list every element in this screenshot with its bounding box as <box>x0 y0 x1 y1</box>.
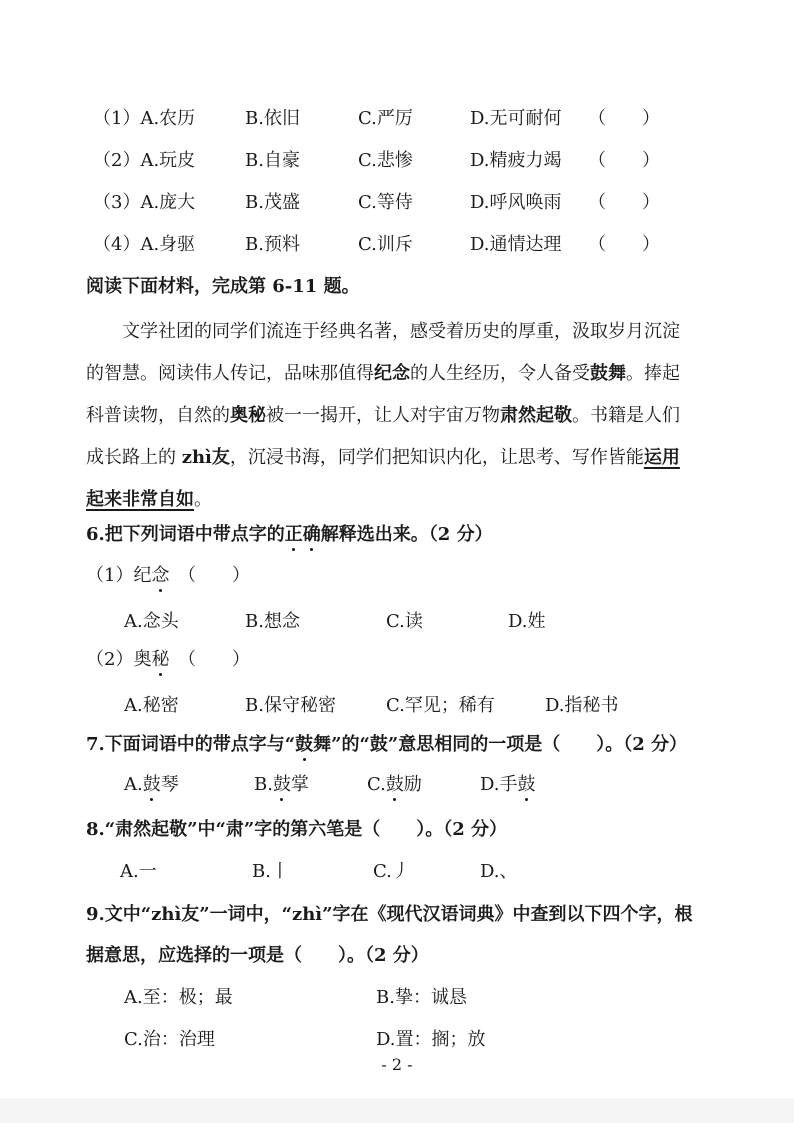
reading-passage <box>86 311 706 521</box>
passage-text: 成长路上的 <box>86 447 182 468</box>
q6-sub-2-word-text: （2）奥 <box>86 649 152 670</box>
q5-row-2-c: C.悲惨 <box>358 150 413 171</box>
q6-title-dotted-char: 确 <box>302 524 321 545</box>
q8-option-c: C.丿 <box>373 861 410 882</box>
q5-row-4-a: （4）A.身驱 <box>93 234 196 255</box>
q6-sub-1-word-text: （1）纪 <box>86 565 152 586</box>
q6-title-dotted-char: 正 <box>284 524 303 545</box>
passage-text: 被一一揭开，让人对宇宙万物 <box>266 405 500 426</box>
q7-option-text: D.手 <box>480 774 518 795</box>
passage-text: 科普读物，自然的 <box>86 405 230 426</box>
q5-row-3-a: （3）A.庞大 <box>93 192 196 213</box>
q9-title-line-2: 据意思，应选择的一项是（ ）。（2 分） <box>86 945 429 966</box>
q7-title-text: 7.下面词语中的带点字与“ <box>86 734 296 755</box>
passage-line-1: 文学社团的同学们流连于经典名著，感受着历史的厚重，汲取岁月沉淀 <box>122 321 680 342</box>
q5-row-4-b: B.预料 <box>245 234 300 255</box>
q6-sub-1-dotted-char: 念 <box>151 565 170 586</box>
q7-option-text: B. <box>254 774 273 795</box>
q7-option-text: A. <box>124 774 143 795</box>
q6-sub-1-option-d: D.姓 <box>508 611 546 632</box>
q6-sub-2-option-c: C.罕见；稀有 <box>386 695 495 716</box>
q7-option-d <box>480 773 536 797</box>
q6-sub-1-paren: （ ） <box>178 565 250 586</box>
underlined-yunyong: 运用 <box>643 447 680 468</box>
keyword-surangqijing: 肃然起敬 <box>500 405 572 426</box>
keyword-zhiyou: zhì友 <box>181 447 230 468</box>
q9-title-line-1: 9.文中“zhì友”一词中，“zhì”字在《现代汉语词典》中查到以下四个字，根 <box>86 904 693 925</box>
q6-sub-2-option-b: B.保守秘密 <box>245 695 336 716</box>
q5-row-2-b: B.自豪 <box>245 150 300 171</box>
q6-title <box>86 523 493 547</box>
q5-row-4-c: C.训斥 <box>358 234 413 255</box>
q6-sub-1-option-b: B.想念 <box>245 611 300 632</box>
q6-sub-2-option-a: A.秘密 <box>124 695 179 716</box>
page-number: - 2 - <box>381 1055 413 1074</box>
q9-option-d: D.置：搁；放 <box>376 1029 486 1050</box>
q6-sub-1-word <box>86 564 169 588</box>
passage-text: 。捧起 <box>626 363 680 384</box>
q9-option-a: A.至：极；最 <box>124 987 233 1008</box>
passage-text: ，沉浸书海，同学们把知识内化，让思考、写作皆能 <box>229 447 644 468</box>
passage-line-5 <box>86 479 706 521</box>
passage-line-3 <box>86 395 706 437</box>
q7-option-c <box>367 773 422 797</box>
q8-option-a: A.一 <box>120 861 157 882</box>
q7-option-text: 掌 <box>290 774 309 795</box>
q5-row-3-b: B.茂盛 <box>245 192 300 213</box>
q9-option-b: B.挚：诚恳 <box>376 987 467 1008</box>
q5-row-1-paren: （ ） <box>588 108 660 129</box>
q5-row-2-a: （2）A.玩皮 <box>93 150 196 171</box>
q7-option-text: 励 <box>403 774 422 795</box>
q8-option-d: D.、 <box>480 861 518 882</box>
keyword-jinian: 纪念 <box>374 363 410 384</box>
q5-row-2-paren: （ ） <box>588 150 660 171</box>
passage-line-2 <box>86 353 706 395</box>
q5-row-3-paren: （ ） <box>588 192 660 213</box>
q7-title <box>86 733 687 757</box>
q6-title-text: 解释选出来。（2 分） <box>320 524 493 545</box>
page-bottom-band <box>0 1098 794 1123</box>
q7-option-text: C. <box>367 774 386 795</box>
q5-row-4-paren: （ ） <box>588 234 660 255</box>
passage-line-4 <box>86 437 706 479</box>
q8-option-b: B.丨 <box>252 861 289 882</box>
q6-sub-1-option-a: A.念头 <box>124 611 179 632</box>
q6-sub-2-option-d: D.指秘书 <box>545 695 619 716</box>
q5-row-3-c: C.等侍 <box>358 192 413 213</box>
reading-heading: 阅读下面材料，完成第 6-11 题。 <box>86 276 360 297</box>
q7-title-text: 舞”的“鼓”意思相同的一项是（ ）。（2 分） <box>313 734 688 755</box>
passage-text: 。 <box>194 489 212 510</box>
keyword-guwu: 鼓舞 <box>590 363 626 384</box>
q6-title-text: 6.把下列词语中带点字的 <box>86 524 285 545</box>
q9-option-c: C.治：治理 <box>124 1029 215 1050</box>
q5-row-1-d: D.无可耐何 <box>470 108 562 129</box>
q8-title: 8.“肃然起敬”中“肃”字的第六笔是（ ）。（2 分） <box>86 819 507 840</box>
q5-row-1-b: B.依旧 <box>245 108 300 129</box>
q7-title-dotted-char: 鼓 <box>295 734 314 755</box>
q6-sub-2-word <box>86 648 169 672</box>
passage-text: 。书籍是人们 <box>572 405 680 426</box>
q6-sub-1-option-c: C.读 <box>386 611 423 632</box>
q7-option-dotted-char: 鼓 <box>272 774 291 795</box>
keyword-aomi: 奥秘 <box>230 405 266 426</box>
q7-option-a <box>124 773 179 797</box>
q7-option-dotted-char: 鼓 <box>517 774 536 795</box>
q5-row-3-d: D.呼风唤雨 <box>470 192 562 213</box>
q6-sub-2-paren: （ ） <box>178 649 250 670</box>
q7-option-b <box>254 773 309 797</box>
q5-row-1-c: C.严厉 <box>358 108 413 129</box>
q5-row-1-a: （1）A.农历 <box>93 108 196 129</box>
passage-text: 的智慧。阅读伟人传记，品味那值得 <box>86 363 374 384</box>
q7-option-dotted-char: 鼓 <box>142 774 161 795</box>
q6-sub-2-dotted-char: 秘 <box>151 649 170 670</box>
q5-row-4-d: D.通情达理 <box>470 234 562 255</box>
passage-text: 的人生经历，令人备受 <box>410 363 590 384</box>
q7-option-dotted-char: 鼓 <box>385 774 404 795</box>
q5-row-2-d: D.精疲力竭 <box>470 150 562 171</box>
underlined-ziru: 起来非常自如 <box>86 489 194 510</box>
q7-option-text: 琴 <box>160 774 179 795</box>
